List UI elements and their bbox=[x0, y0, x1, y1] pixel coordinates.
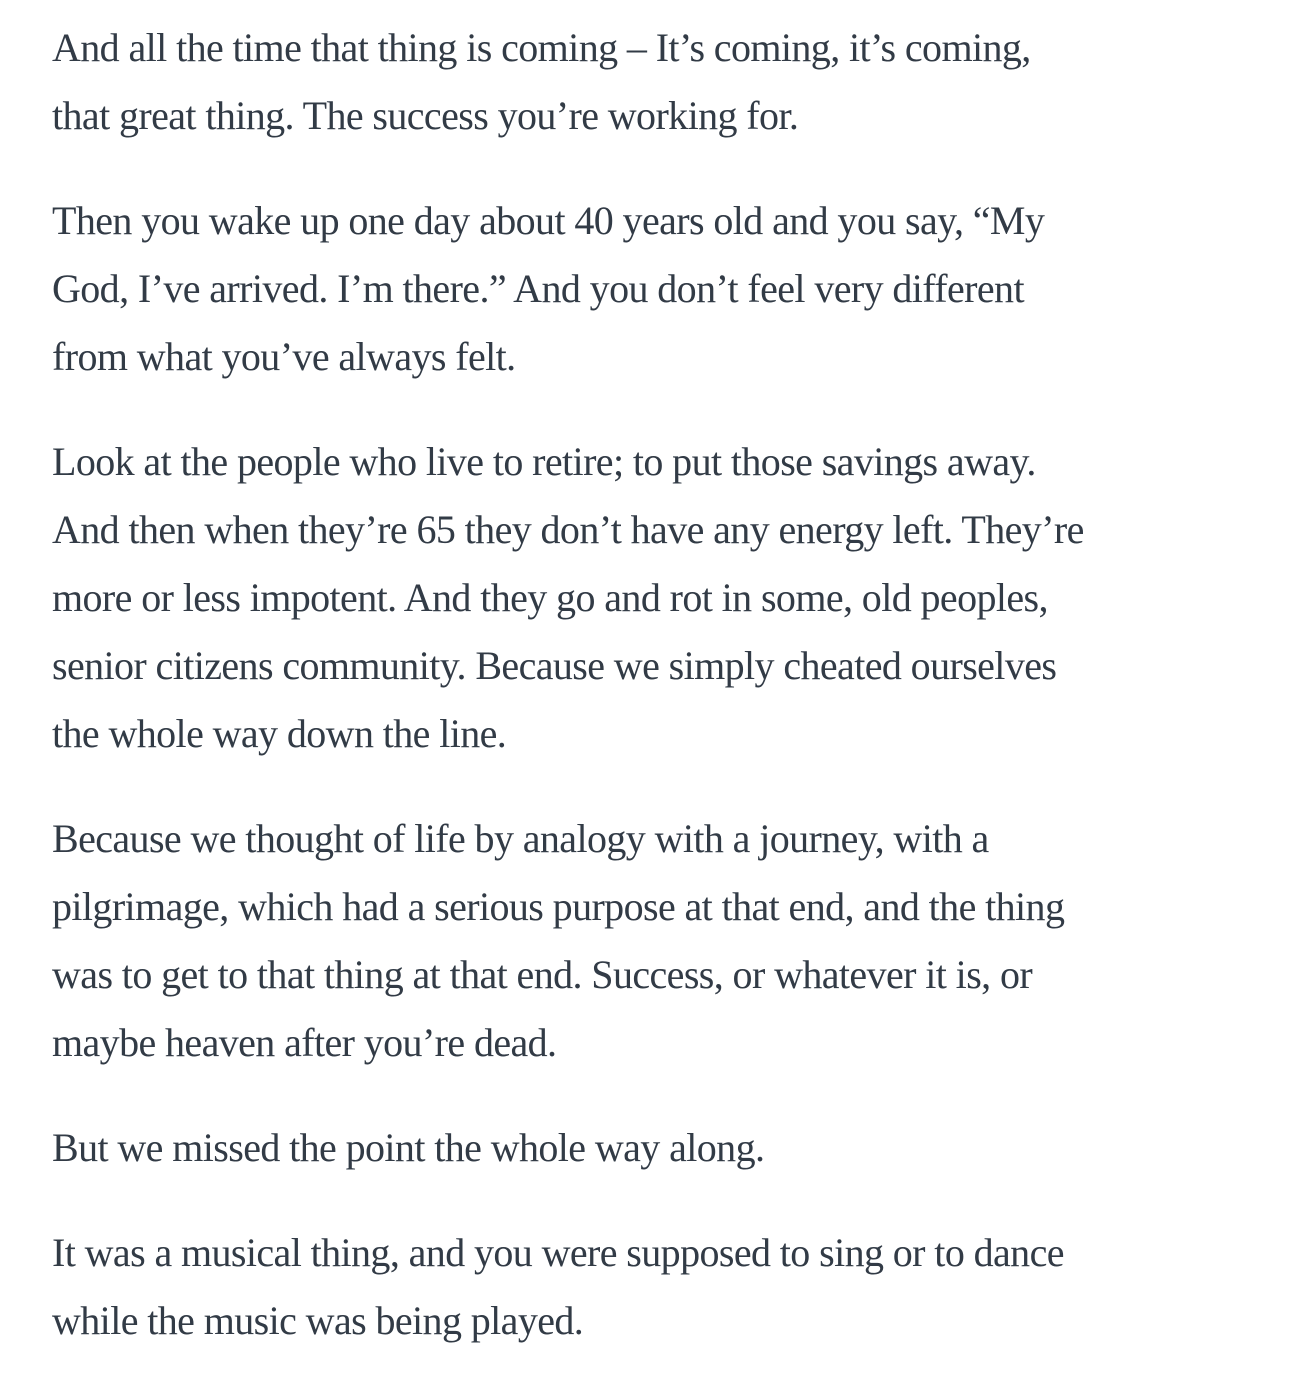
text-line: Look at the people who live to retire; to put those savings away. bbox=[52, 439, 1036, 484]
paragraph-3 bbox=[52, 428, 1262, 768]
text-line: from what you’ve always felt. bbox=[52, 334, 516, 379]
text-line: It was a musical thing, and you were supposed to sing or to dance bbox=[52, 1230, 1064, 1275]
text-line: the whole way down the line. bbox=[52, 711, 507, 756]
text-line: that great thing. The success you’re working for. bbox=[52, 93, 799, 138]
text-line: Because we thought of life by analogy with a journey, with a bbox=[52, 816, 989, 861]
paragraph-4 bbox=[52, 805, 1262, 1077]
text-line: But we missed the point the whole way along. bbox=[52, 1125, 765, 1170]
text-line: while the music was being played. bbox=[52, 1298, 584, 1343]
text-line: Then you wake up one day about 40 years old and you say, “My bbox=[52, 198, 1045, 243]
text-line: pilgrimage, which had a serious purpose at that end, and the thing bbox=[52, 884, 1065, 929]
paragraph-2 bbox=[52, 187, 1262, 391]
text-line: senior citizens community. Because we simply cheated ourselves bbox=[52, 643, 1057, 688]
text-line: was to get to that thing at that end. Success, or whatever it is, or bbox=[52, 952, 1033, 997]
text-line: maybe heaven after you’re dead. bbox=[52, 1020, 557, 1065]
paragraph-6 bbox=[52, 1219, 1262, 1355]
paragraph-1 bbox=[52, 14, 1262, 150]
text-line: And then when they’re 65 they don’t have any energy left. They’re bbox=[52, 507, 1084, 552]
text-line: God, I’ve arrived. I’m there.” And you don’t feel very different bbox=[52, 266, 1024, 311]
text-line: more or less impotent. And they go and rot in some, old peoples, bbox=[52, 575, 1048, 620]
text-line: And all the time that thing is coming – It’s coming, it’s coming, bbox=[52, 25, 1031, 70]
paragraph-5 bbox=[52, 1114, 1262, 1182]
